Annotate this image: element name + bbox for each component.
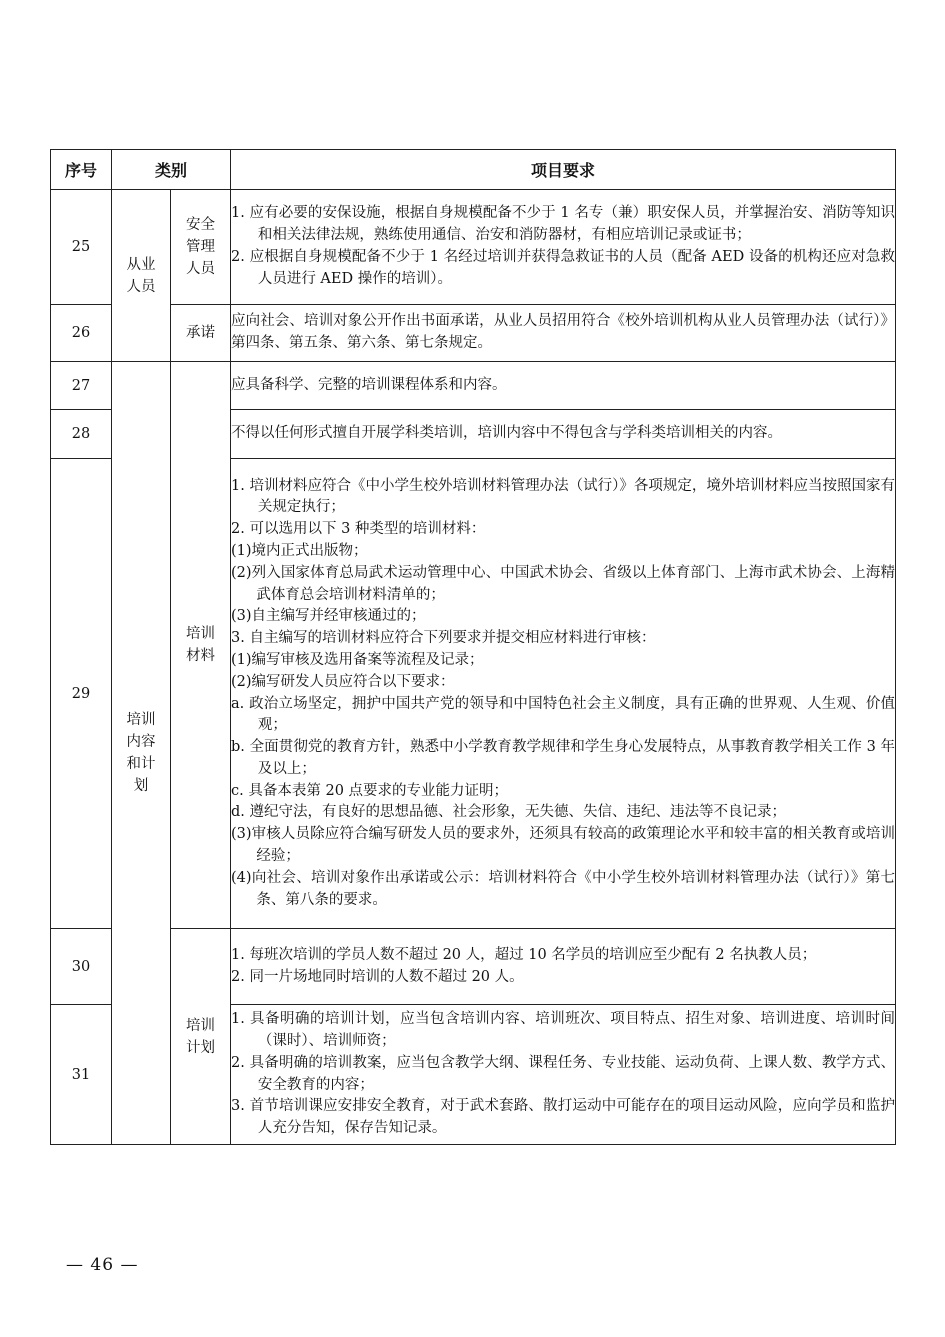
header-num: 序号	[51, 150, 112, 190]
requirement-line: 应向社会、培训对象公开作出书面承诺，从业人员招用符合《校外培训机构从业人员管理办法（试行）》第四条、第五条、第六条、第七条规定。	[231, 313, 896, 351]
requirement-line: (3)审核人员除应符合编写研发人员的要求外，还须具有较高的政策理论水平和较丰富的相关教育或培训经验；	[231, 826, 896, 865]
subcategory-materials	[171, 362, 231, 929]
subcategory-label: 安全管理人员	[186, 217, 215, 277]
requirements-table	[50, 149, 896, 1145]
subcategory-plan	[171, 929, 231, 1145]
requirement-line: b. 全面贯彻党的教育方针，熟悉中小学教育教学规律和学生身心发展特点，从事教育教学相关工作 3 年及以上；	[231, 739, 896, 777]
requirement-cell	[231, 305, 896, 362]
subcategory-label: 承诺	[186, 325, 215, 341]
requirement-line: 应具备科学、完整的培训课程体系和内容。	[231, 376, 507, 393]
subcategory-safety	[171, 190, 231, 305]
requirement-line: 1. 每班次培训的学员人数不超过 20 人，超过 10 名学员的培训应至少配有 2 名执教人员；	[231, 946, 817, 963]
row-number: 28	[51, 410, 112, 459]
group-label: 培训内容和计划	[126, 712, 156, 794]
requirement-line: (2)编写研发人员应符合以下要求：	[231, 673, 455, 690]
requirement-line: 2. 应根据自身规模配备不少于 1 名经过培训并获得急救证书的人员（配备 AED 设备的机构还应对急救人员进行 AED 操作的培训）。	[231, 249, 896, 287]
row-number: 29	[51, 459, 112, 929]
requirement-line: c. 具备本表第 20 点要求的专业能力证明；	[231, 782, 509, 799]
requirement-line: (1)境内正式出版物；	[231, 542, 368, 559]
requirement-line: (3)自主编写并经审核通过的；	[231, 608, 426, 625]
group-staff	[112, 190, 171, 362]
requirement-line: (1)编写审核及选用备案等流程及记录；	[231, 651, 484, 668]
page-number: — 46 —	[66, 1255, 139, 1275]
row-number: 31	[51, 1005, 112, 1145]
table-row	[51, 362, 896, 410]
row-number: 30	[51, 929, 112, 1005]
group-training	[112, 362, 171, 1145]
requirement-cell	[231, 1005, 896, 1145]
subcategory-label: 培训材料	[186, 626, 215, 664]
requirement-line: 2. 同一片场地同时培训的人数不超过 20 人。	[231, 968, 524, 985]
table-header-row	[51, 150, 896, 190]
requirement-cell	[231, 459, 896, 929]
header-requirements: 项目要求	[231, 150, 896, 190]
requirement-line: 2. 具备明确的培训教案，应当包含教学大纲、课程任务、专业技能、运动负荷、上课人数、教学方式、安全教育的内容；	[231, 1054, 896, 1093]
group-label: 从业人员	[126, 256, 156, 295]
row-number: 27	[51, 362, 112, 410]
requirement-cell	[231, 362, 896, 410]
requirement-cell	[231, 929, 896, 1005]
requirement-line: 2. 可以选用以下 3 种类型的培训材料：	[231, 521, 486, 538]
requirement-line: 3. 自主编写的培训材料应符合下列要求并提交相应材料进行审核：	[231, 630, 656, 647]
requirement-line: 不得以任何形式擅自开展学科类培训，培训内容中不得包含与学科类培训相关的内容。	[231, 425, 783, 442]
header-category: 类别	[112, 150, 231, 190]
row-number: 26	[51, 305, 112, 362]
requirement-line: 1. 应有必要的安保设施，根据自身规模配备不少于 1 名专（兼）职安保人员，并掌握治安、消防等知识和相关法律法规，熟练使用通信、治安和消防器材，有相应培训记录或证书；	[231, 205, 896, 244]
requirement-line: 1. 培训材料应符合《中小学生校外培训材料管理办法（试行）》各项规定，境外培训材料应当按照国家有关规定执行；	[231, 477, 896, 516]
requirement-line: 3. 首节培训课应安排安全教育，对于武术套路、散打运动中可能存在的项目运动风险，应向学员和监护人充分告知，保存告知记录。	[231, 1098, 896, 1137]
subcategory-label: 培训计划	[186, 1017, 215, 1056]
requirement-line: 1. 具备明确的培训计划，应当包含培训内容、培训班次、项目特点、招生对象、培训进度、培训时间（课时）、培训师资；	[231, 1011, 896, 1049]
requirement-line: (2)列入国家体育总局武术运动管理中心、中国武术协会、省级以上体育部门、上海市武术协会、上海精武体育总会培训材料清单的；	[231, 564, 896, 603]
table-row	[51, 929, 896, 1005]
table-row	[51, 190, 896, 305]
subcategory-promise	[171, 305, 231, 362]
table-row	[51, 305, 896, 362]
requirement-cell	[231, 190, 896, 305]
requirement-line: d. 遵纪守法，有良好的思想品德、社会形象，无失德、失信、违纪、违法等不良记录；	[231, 804, 787, 821]
requirement-line: a. 政治立场坚定，拥护中国共产党的领导和中国特色社会主义制度，具有正确的世界观、人生观、价值观；	[231, 695, 896, 734]
row-number: 25	[51, 190, 112, 305]
requirement-line: (4)向社会、培训对象作出承诺或公示：培训材料符合《中小学生校外培训材料管理办法（试行）》第七条、第八条的要求。	[231, 869, 896, 908]
requirement-cell	[231, 410, 896, 459]
